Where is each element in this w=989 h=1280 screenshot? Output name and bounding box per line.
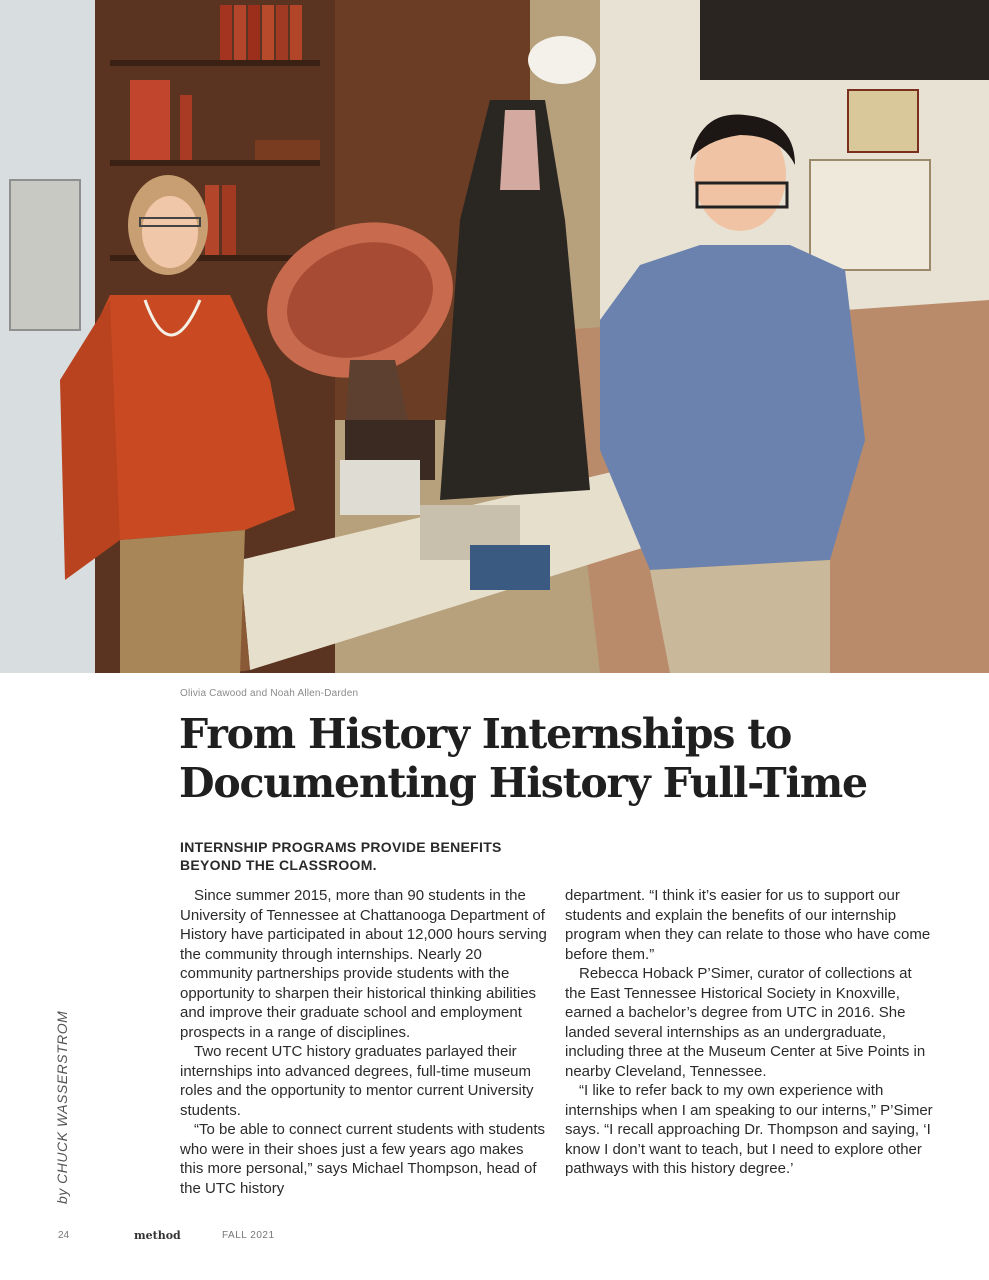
- article-column-left: [180, 886, 550, 1198]
- article-title: [179, 710, 959, 808]
- paragraph: Since summer 2015, more than 90 students in the University of Tennessee at Chattanooga Department of History have participated in about 12,000 hours serving the community through internships. Nearly 20 community partnerships provide students with the opportunity to sharpen their historical thinking abilities and improve their graduate school and employment prospects in a range of disciplines.: [180, 887, 547, 1041]
- title-line-1: From History Internships to: [179, 710, 792, 758]
- paragraph: “I like to refer back to my own experience with internships when I am speaking to our interns,” P’Simer says. “I recall approaching Dr. Thompson and saying, ‘I know I don’t want to teach, but I need to explore other pathways with this history degree.’: [565, 1082, 933, 1177]
- paragraph: Rebecca Hoback P’Simer, curator of collections at the East Tennessee Historical Society in Knoxville, earned a bachelor’s degree from UTC in 2016. She landed several internships as an undergraduate, including three at the Museum Center at 5ive Points in nearby Cleveland, Tennessee.: [565, 965, 926, 1080]
- article-column-right: [565, 886, 935, 1179]
- title-line-2: Documenting History Full-Time: [179, 759, 867, 807]
- photo-caption: Olivia Cawood and Noah Allen-Darden: [180, 688, 359, 699]
- magazine-name: method: [134, 1229, 181, 1242]
- issue-label: FALL 2021: [222, 1230, 275, 1241]
- byline: by CHUCK WASSERSTROM: [54, 1010, 70, 1204]
- article-subhead: INTERNSHIP PROGRAMS PROVIDE BENEFITS BEYOND THE CLASSROOM.: [180, 839, 502, 873]
- paragraph: “To be able to connect current students with students who were in their shoes just a few years ago makes this more personal,” says Michael Thompson, head of the UTC history: [180, 1121, 546, 1197]
- page-number: 24: [58, 1230, 70, 1241]
- paragraph: Two recent UTC history graduates parlayed their internships into advanced degrees, full-time museum roles and the opportunity to mentor current University students.: [180, 1043, 534, 1119]
- paragraph: department. “I think it’s easier for us to support our students and explain the benefits of our internship program when they can relate to those who have come before them.”: [565, 887, 931, 963]
